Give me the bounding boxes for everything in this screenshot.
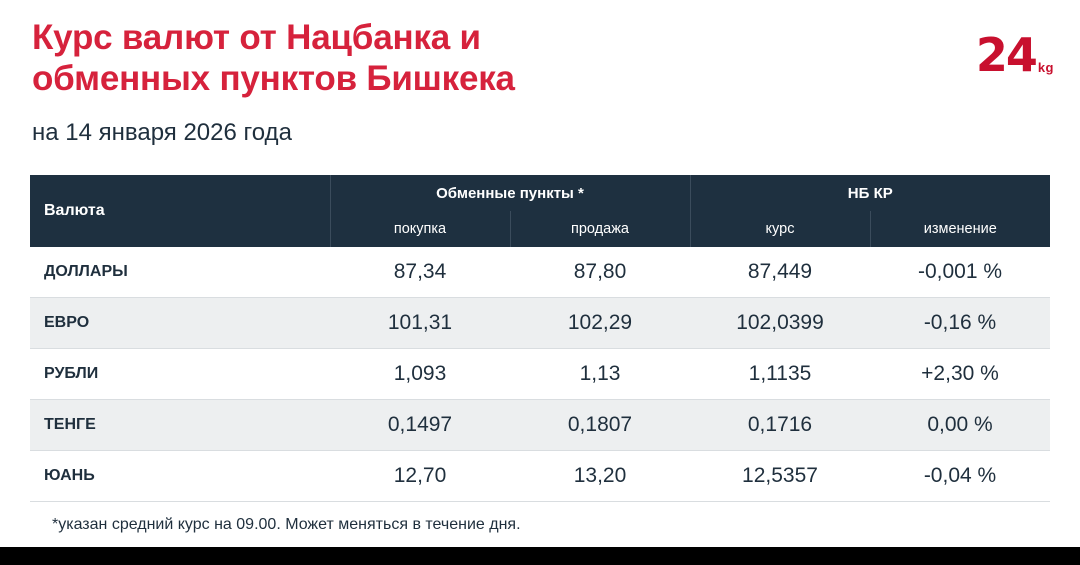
- cell-change: -0,001 %: [870, 247, 1050, 298]
- group-header-nbkr: НБ КР: [690, 175, 1050, 211]
- column-header-buy: покупка: [330, 211, 510, 247]
- column-header-sell: продажа: [510, 211, 690, 247]
- page-subtitle: на 14 января 2026 года: [32, 119, 292, 147]
- table-row: [30, 247, 1050, 298]
- cell-change: -0,04 %: [870, 451, 1050, 502]
- cell-rate: 12,5357: [690, 451, 870, 502]
- cell-sell: 0,1807: [510, 400, 690, 451]
- cell-currency: ТЕНГЕ: [30, 400, 330, 451]
- cell-buy: 12,70: [330, 451, 510, 502]
- table-row: [30, 400, 1050, 451]
- cell-rate: 102,0399: [690, 298, 870, 349]
- table-row: [30, 298, 1050, 349]
- cell-buy: 0,1497: [330, 400, 510, 451]
- logo-24kg: [970, 22, 1054, 82]
- bottom-bar: [0, 547, 1080, 565]
- cell-change: -0,16 %: [870, 298, 1050, 349]
- table-row: [30, 451, 1050, 502]
- cell-change: +2,30 %: [870, 349, 1050, 400]
- cell-buy: 87,34: [330, 247, 510, 298]
- page-title: Курс валют от Нацбанка и обменных пунктов Бишкека: [32, 18, 515, 98]
- table-row: [30, 349, 1050, 400]
- cell-buy: 1,093: [330, 349, 510, 400]
- rates-table-wrapper: [30, 175, 1050, 548]
- cell-buy: 101,31: [330, 298, 510, 349]
- table-header-group-row: [30, 175, 1050, 211]
- cell-currency: РУБЛИ: [30, 349, 330, 400]
- cell-rate: 1,1135: [690, 349, 870, 400]
- cell-currency: ЮАНЬ: [30, 451, 330, 502]
- cell-sell: 102,29: [510, 298, 690, 349]
- header: [32, 18, 752, 148]
- table-footnote: *указан средний курс на 09.00. Может меняться в течение дня.: [30, 502, 1050, 548]
- cell-sell: 87,80: [510, 247, 690, 298]
- cell-currency: ДОЛЛАРЫ: [30, 247, 330, 298]
- column-header-rate: курс: [690, 211, 870, 247]
- column-header-currency: Валюта: [30, 175, 330, 247]
- group-header-exchange-points: Обменные пункты *: [330, 175, 690, 211]
- rates-table: [30, 175, 1050, 502]
- logo-suffix: kg: [1037, 60, 1054, 75]
- cell-rate: 0,1716: [690, 400, 870, 451]
- cell-rate: 87,449: [690, 247, 870, 298]
- cell-sell: 1,13: [510, 349, 690, 400]
- cell-currency: ЕВРО: [30, 298, 330, 349]
- column-header-change: изменение: [870, 211, 1050, 247]
- cell-change: 0,00 %: [870, 400, 1050, 451]
- cell-sell: 13,20: [510, 451, 690, 502]
- logo-number: 24: [975, 28, 1036, 82]
